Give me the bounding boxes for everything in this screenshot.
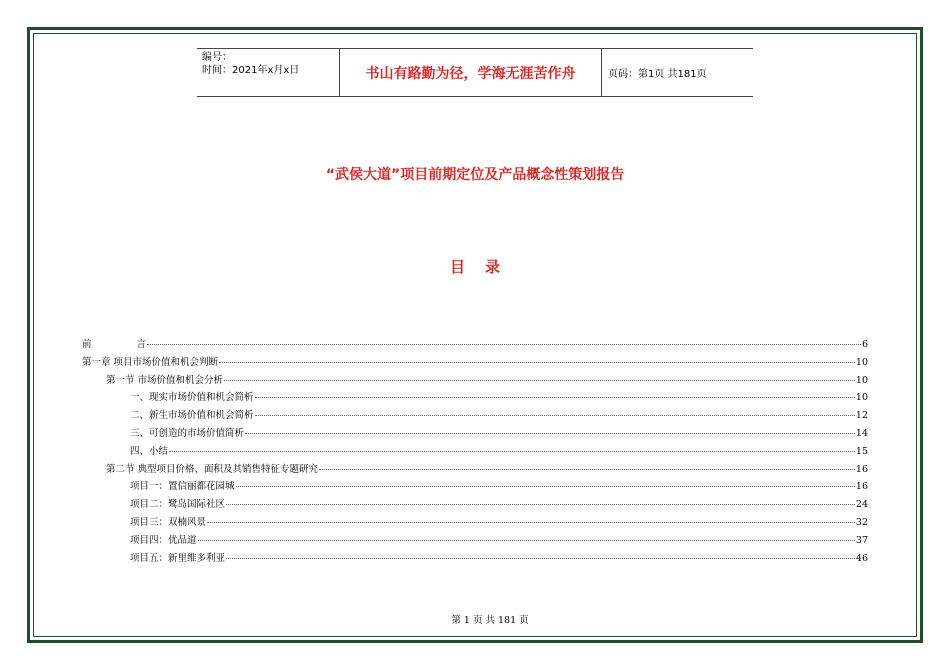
table-of-contents	[82, 336, 868, 567]
number-label: 编号：	[202, 52, 232, 63]
toc-dot-leader	[319, 469, 855, 470]
toc-dot-leader	[255, 397, 855, 398]
header-meta-cell	[197, 49, 340, 96]
toc-entry-label: 前 言	[82, 339, 147, 350]
toc-entry-item[interactable]	[82, 407, 868, 425]
toc-dot-leader	[236, 486, 855, 487]
toc-dot-leader	[207, 522, 855, 523]
toc-entry-label: 项目一：置信丽都花园城	[130, 481, 235, 493]
toc-entry-page: 14	[855, 427, 868, 439]
toc-dot-leader	[147, 344, 861, 345]
toc-entry-page: 16	[855, 463, 868, 475]
toc-dot-leader	[226, 558, 855, 559]
toc-entry-item[interactable]	[82, 550, 868, 568]
toc-entry-item[interactable]	[82, 478, 868, 496]
toc-dot-leader	[219, 362, 855, 363]
toc-entry-label: 项目四：优品道	[130, 534, 197, 546]
toc-entry-label: 项目三：双楠风景	[130, 516, 207, 528]
toc-entry-page: 16	[855, 481, 868, 493]
toc-entry-item[interactable]	[82, 532, 868, 550]
toc-entry-page: 10	[855, 356, 868, 368]
toc-entry-label: 一、现实市场价值和机会简析	[130, 392, 254, 404]
toc-entry-label: 四、小结	[130, 445, 169, 457]
toc-entry-item[interactable]	[82, 389, 868, 407]
document-title: “武侯大道”项目前期定位及产品概念性策划报告	[325, 167, 625, 183]
toc-entry-label: 第一节 市场价值和机会分析	[106, 374, 224, 386]
toc-dot-leader	[245, 433, 855, 434]
toc-entry-section-1[interactable]	[82, 372, 868, 390]
toc-entry-label: 项目五：新里维多利亚	[130, 552, 226, 564]
toc-entry-label: 第一章 项目市场价值和机会判断	[82, 356, 219, 368]
toc-entry-page: 10	[855, 374, 868, 386]
toc-entry-preface[interactable]	[82, 336, 868, 354]
toc-entry-page: 24	[855, 499, 868, 511]
toc-entry-page: 12	[855, 410, 868, 422]
toc-dot-leader	[226, 504, 855, 505]
toc-entry-chapter-1[interactable]	[82, 354, 868, 372]
toc-entry-section-2[interactable]	[82, 461, 868, 479]
toc-entry-page: 15	[855, 445, 868, 457]
toc-entry-label: 项目二：鹭岛国际社区	[130, 499, 226, 511]
toc-entry-item[interactable]	[82, 514, 868, 532]
toc-dot-leader	[169, 451, 855, 452]
toc-entry-page: 37	[855, 534, 868, 546]
document-header-table	[197, 48, 753, 97]
time-label: 时间：2021年x月x日	[202, 65, 300, 76]
toc-entry-page: 6	[861, 339, 868, 350]
toc-dot-leader	[198, 540, 855, 541]
toc-entry-page: 32	[855, 516, 868, 528]
toc-entry-item[interactable]	[82, 496, 868, 514]
header-page-info: 页码：第1页 共181页	[608, 69, 707, 80]
toc-heading: 目录	[449, 258, 520, 276]
page-footer: 第 1 页 共 181 页	[451, 615, 529, 626]
toc-entry-item[interactable]	[82, 443, 868, 461]
toc-entry-item[interactable]	[82, 425, 868, 443]
toc-entry-label: 第二节 典型项目价格、面积及其销售特征专题研究	[106, 463, 319, 475]
toc-entry-label: 三、可创造的市场价值简析	[130, 427, 245, 439]
toc-entry-page: 46	[855, 552, 868, 564]
toc-entry-page: 10	[855, 392, 868, 404]
header-motto: 书山有路勤为径，学海无涯苦作舟	[340, 49, 602, 96]
toc-entry-label: 二、新生市场价值和机会简析	[130, 410, 254, 422]
toc-dot-leader	[255, 415, 855, 416]
toc-dot-leader	[224, 380, 855, 381]
